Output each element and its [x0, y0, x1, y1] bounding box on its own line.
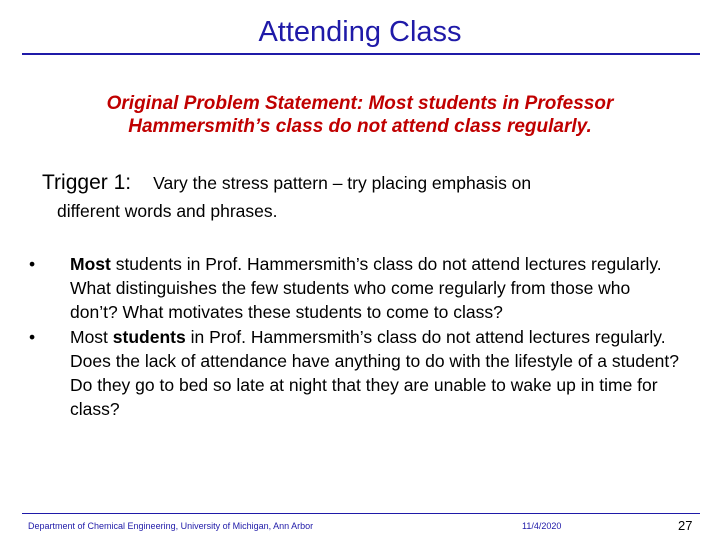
page-number: 27	[678, 518, 693, 533]
bullet-item	[0, 252, 720, 325]
trigger-line	[42, 168, 682, 198]
bullet-emphasis: students	[112, 326, 186, 347]
trigger-text-continued: different words and phrases.	[57, 201, 278, 221]
bullet-marker: •	[29, 254, 36, 274]
bullet-item	[0, 325, 720, 422]
problem-statement-line-1: Original Problem Statement: Most students in Professor	[106, 93, 614, 114]
bullet-text: students in Prof. Hammersmith’s class do not attend lectures regularly. What distinguishes the few students who come regularly from those who don’t? What motivates these students to come to class?	[70, 254, 662, 323]
bullet-text: in Prof. Hammersmith’s class do not attend lectures regularly. Does the lack of attendance have anything to do with the lifestyle of a student? Do they go to bed so late at night that they are unable to wake up in time for class?	[70, 326, 680, 420]
bullet-list	[0, 252, 720, 421]
slide-title: Attending Class	[258, 16, 462, 48]
trigger-text: Vary the stress pattern – try placing emphasis on	[153, 173, 532, 193]
problem-statement	[60, 92, 660, 138]
bullet-marker: •	[29, 326, 36, 347]
footer-department: Department of Chemical Engineering, University of Michigan, Ann Arbor	[28, 521, 314, 531]
bullet-emphasis: Most	[70, 254, 111, 274]
footer-date: 11/4/2020	[522, 521, 562, 531]
footer-divider	[22, 513, 700, 514]
trigger-label: Trigger 1:	[42, 171, 132, 194]
bullet-text-prefix: Most	[70, 326, 113, 347]
problem-statement-line-2: Hammersmith’s class do not attend class regularly.	[128, 116, 592, 137]
title-divider	[22, 53, 700, 55]
